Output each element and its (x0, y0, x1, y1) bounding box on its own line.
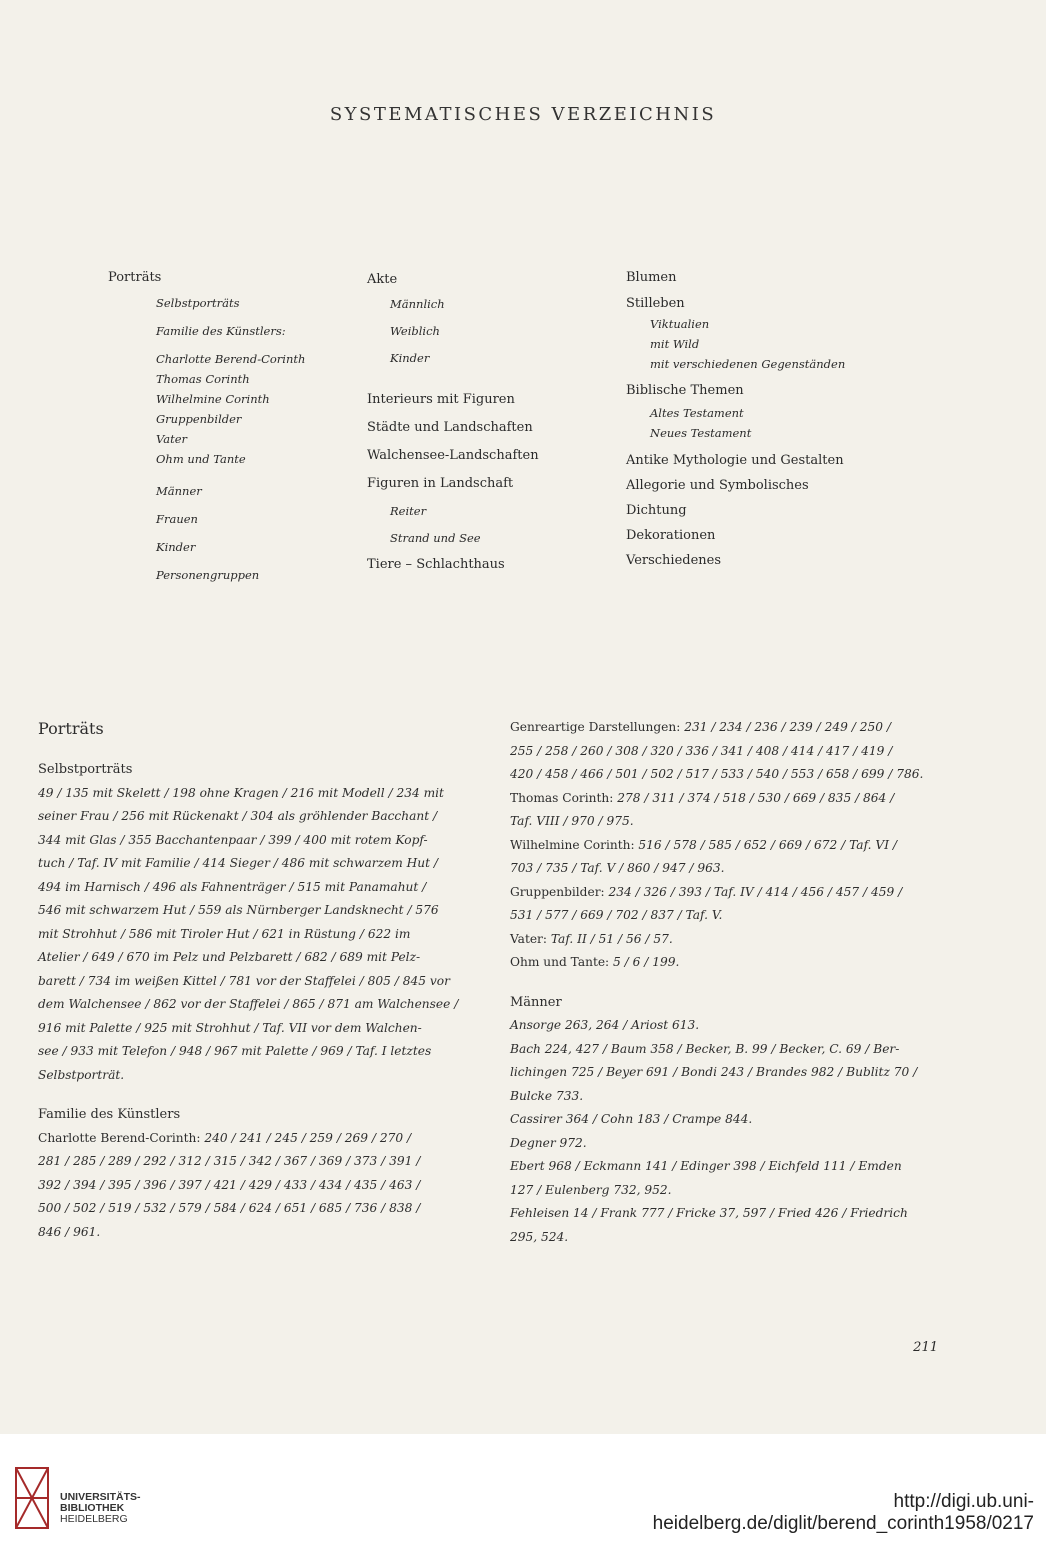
entry-label: Vater: (510, 931, 547, 946)
index-item: Gruppenbilder (156, 412, 242, 426)
library-name-line: HEIDELBERG (60, 1513, 128, 1525)
gruppen-list (510, 881, 938, 928)
text-line: 500 / 502 / 519 / 532 / 579 / 584 / 624 / 651 / 685 / 736 / 838 / (38, 1201, 421, 1215)
text-line: 49 / 135 mit Skelett / 198 ohne Kragen / 216 mit Modell / 234 mit (38, 785, 444, 800)
index-heading-akte: Akte (367, 272, 398, 287)
vater-entry (510, 928, 938, 952)
entry-label: Charlotte Berend-Corinth: (38, 1130, 201, 1145)
left-column (38, 718, 462, 1244)
text-line: tuch / Taf. IV mit Familie / 414 Sieger / 486 mit schwarzem Hut / (38, 856, 439, 870)
text-line: 281 / 285 / 289 / 292 / 312 / 315 / 342 / 367 / 369 / 373 / 391 / (38, 1154, 421, 1168)
text-line: 234 / 326 / 393 / Taf. IV / 414 / 456 / 457 / 459 / (608, 884, 903, 899)
text-line: 5 / 6 / 199. (613, 955, 680, 969)
text-line: 278 / 311 / 374 / 518 / 530 / 669 / 835 / 864 / (617, 790, 895, 805)
index-item: Kinder (156, 540, 196, 554)
text-line: barett / 734 im weißen Kittel / 781 vor der Staffelei / 805 / 845 vor (38, 973, 450, 988)
text-line: 546 mit schwarzem Hut / 559 als Nürnberger Landsknecht / 576 (38, 903, 439, 917)
text-line: lichingen 725 / Beyer 691 / Bondi 243 / Brandes 982 / Bublitz 70 / (510, 1065, 918, 1079)
text-line: 127 / Eulenberg 732, 952. (510, 1182, 672, 1197)
index-item: Familie des Künstlers: (156, 324, 286, 338)
text-line: seiner Frau / 256 mit Rückenakt / 304 als gröhlender Bacchant / (38, 809, 438, 823)
text-line: 494 im Harnisch / 496 als Fahnenträger / 515 mit Panamahut / (38, 879, 427, 894)
text-line: see / 933 mit Telefon / 948 / 967 mit Palette / 969 / Taf. I letztes (38, 1044, 432, 1058)
library-name (60, 1492, 141, 1525)
selbstportraets-list (38, 782, 462, 1088)
text-line: dem Walchensee / 862 vor der Staffelei / 865 / 871 am Walchensee / (38, 997, 459, 1011)
index-portraets-items (156, 293, 305, 585)
index-column-akte (367, 270, 539, 575)
index-heading-dekorationen: Dekorationen (626, 528, 716, 543)
index-heading-figuren: Figuren in Landschaft (367, 476, 514, 491)
index-item: Thomas Corinth (156, 372, 250, 386)
index-item: Reiter (390, 504, 427, 518)
subheading-maenner: Männer (510, 994, 562, 1010)
entry-label: Gruppenbilder: (510, 884, 605, 899)
text-line: Selbstporträt. (38, 1067, 125, 1082)
text-line: Atelier / 649 / 670 im Pelz und Pelzbarett / 682 / 689 mit Pelz- (38, 950, 421, 964)
thomas-list (510, 787, 938, 834)
text-line: 916 mit Palette / 925 mit Strohhut / Taf. VII vor dem Walchen- (38, 1020, 422, 1035)
index-item: Neues Testament (650, 426, 752, 440)
index-column-blumen (626, 268, 845, 571)
index-item: Charlotte Berend-Corinth (156, 352, 306, 366)
text-line: 240 / 241 / 245 / 259 / 269 / 270 / (204, 1130, 412, 1145)
library-logo-icon (12, 1462, 52, 1534)
text-line: mit Strohhut / 586 mit Tiroler Hut / 621 in Rüstung / 622 im (38, 926, 411, 941)
index-heading-interieurs: Interieurs mit Figuren (367, 392, 515, 407)
index-heading-dichtung: Dichtung (626, 503, 687, 518)
library-name-line: UNIVERSITÄTS- (60, 1491, 141, 1503)
index-item: Männlich (390, 297, 445, 311)
text-line: Degner 972. (510, 1135, 587, 1150)
index-item: Personengruppen (156, 568, 260, 582)
maenner-list (510, 1014, 938, 1249)
text-line: 846 / 961. (38, 1224, 101, 1239)
page-number: 211 (913, 1340, 938, 1355)
text-line: 392 / 394 / 395 / 396 / 397 / 421 / 429 / 433 / 434 / 435 / 463 / (38, 1177, 421, 1192)
text-line: 516 / 578 / 585 / 652 / 669 / 672 / Taf. VI / (638, 837, 897, 852)
index-heading-antike: Antike Mythologie und Gestalten (626, 453, 844, 468)
genre-list (510, 716, 938, 787)
index-column-portraets (108, 268, 161, 288)
text-line: 420 / 458 / 466 / 501 / 502 / 517 / 533 / 540 / 553 / 658 / 699 / 786. (510, 767, 924, 781)
index-heading-biblische: Biblische Themen (626, 383, 744, 398)
index-heading-blumen: Blumen (626, 270, 677, 285)
text-line: Taf. II / 51 / 56 / 57. (550, 931, 673, 946)
index-heading-allegorie: Allegorie und Symbolisches (626, 478, 809, 493)
entry-label: Thomas Corinth: (510, 790, 614, 805)
text-line: 231 / 234 / 236 / 239 / 249 / 250 / (684, 720, 892, 734)
index-heading-portraets: Porträts (108, 270, 162, 285)
source-url-link[interactable]: http://digi.ub.uni-heidelberg.de/diglit/berend_corinth1958/0217 (652, 1491, 1034, 1534)
index-heading-tiere: Tiere – Schlachthaus (367, 557, 505, 572)
text-line: Ansorge 263, 264 / Ariost 613. (510, 1018, 700, 1032)
index-item: Vater (156, 432, 188, 446)
index-item: Ohm und Tante (156, 452, 246, 466)
text-line: 295, 524. (510, 1229, 569, 1244)
text-line: Cassirer 364 / Cohn 183 / Crampe 844. (510, 1112, 753, 1126)
index-item: Weiblich (390, 324, 440, 338)
entry-label: Wilhelmine Corinth: (510, 837, 635, 852)
index-item: Kinder (390, 351, 430, 365)
index-heading-walchensee: Walchensee-Landschaften (367, 448, 539, 463)
wilhelmine-list (510, 834, 938, 881)
ohm-entry (510, 951, 938, 975)
index-item: Wilhelmine Corinth (156, 392, 270, 406)
text-line: Bulcke 733. (510, 1088, 584, 1103)
index-item: Frauen (156, 512, 198, 526)
subheading-selbstportraets: Selbstporträts (38, 762, 133, 777)
index-item: mit Wild (650, 337, 700, 351)
index-item: Viktualien (650, 317, 710, 331)
library-name-line: BIBLIOTHEK (60, 1502, 125, 1514)
text-line: Fehleisen 14 / Frank 777 / Fricke 37, 597 / Fried 426 / Friedrich (510, 1206, 908, 1220)
charlotte-list (38, 1127, 462, 1245)
section-heading-portraets: Porträts (38, 719, 104, 738)
text-line: 255 / 258 / 260 / 308 / 320 / 336 / 341 / 408 / 414 / 417 / 419 / (510, 743, 893, 758)
right-column (510, 716, 938, 1249)
entry-label: Genreartige Darstellungen: (510, 720, 681, 734)
index-heading-stilleben: Stilleben (626, 296, 685, 311)
page-title: SYSTEMATISCHES VERZEICHNIS (329, 104, 717, 125)
index-item: Männer (156, 484, 202, 498)
text-line: 531 / 577 / 669 / 702 / 837 / Taf. V. (510, 908, 723, 922)
subheading-familie: Familie des Künstlers (38, 1107, 181, 1122)
entry-label: Ohm und Tante: (510, 955, 610, 969)
index-heading-verschiedenes: Verschiedenes (626, 553, 722, 568)
text-line: Bach 224, 427 / Baum 358 / Becker, B. 99 / Becker, C. 69 / Ber- (510, 1041, 900, 1056)
text-line: 344 mit Glas / 355 Bacchantenpaar / 399 / 400 mit rotem Kopf- (38, 832, 428, 847)
index-item: mit verschiedenen Gegenständen (650, 357, 846, 371)
index-item: Strand und See (390, 531, 481, 545)
text-line: Ebert 968 / Eckmann 141 / Edinger 398 / Eichfeld 111 / Emden (510, 1159, 902, 1173)
text-line: Taf. VIII / 970 / 975. (510, 814, 634, 828)
index-heading-staedte: Städte und Landschaften (367, 420, 533, 435)
index-item: Selbstporträts (156, 296, 240, 310)
text-line: 703 / 735 / Taf. V / 860 / 947 / 963. (510, 861, 725, 875)
index-item: Altes Testament (650, 406, 744, 420)
